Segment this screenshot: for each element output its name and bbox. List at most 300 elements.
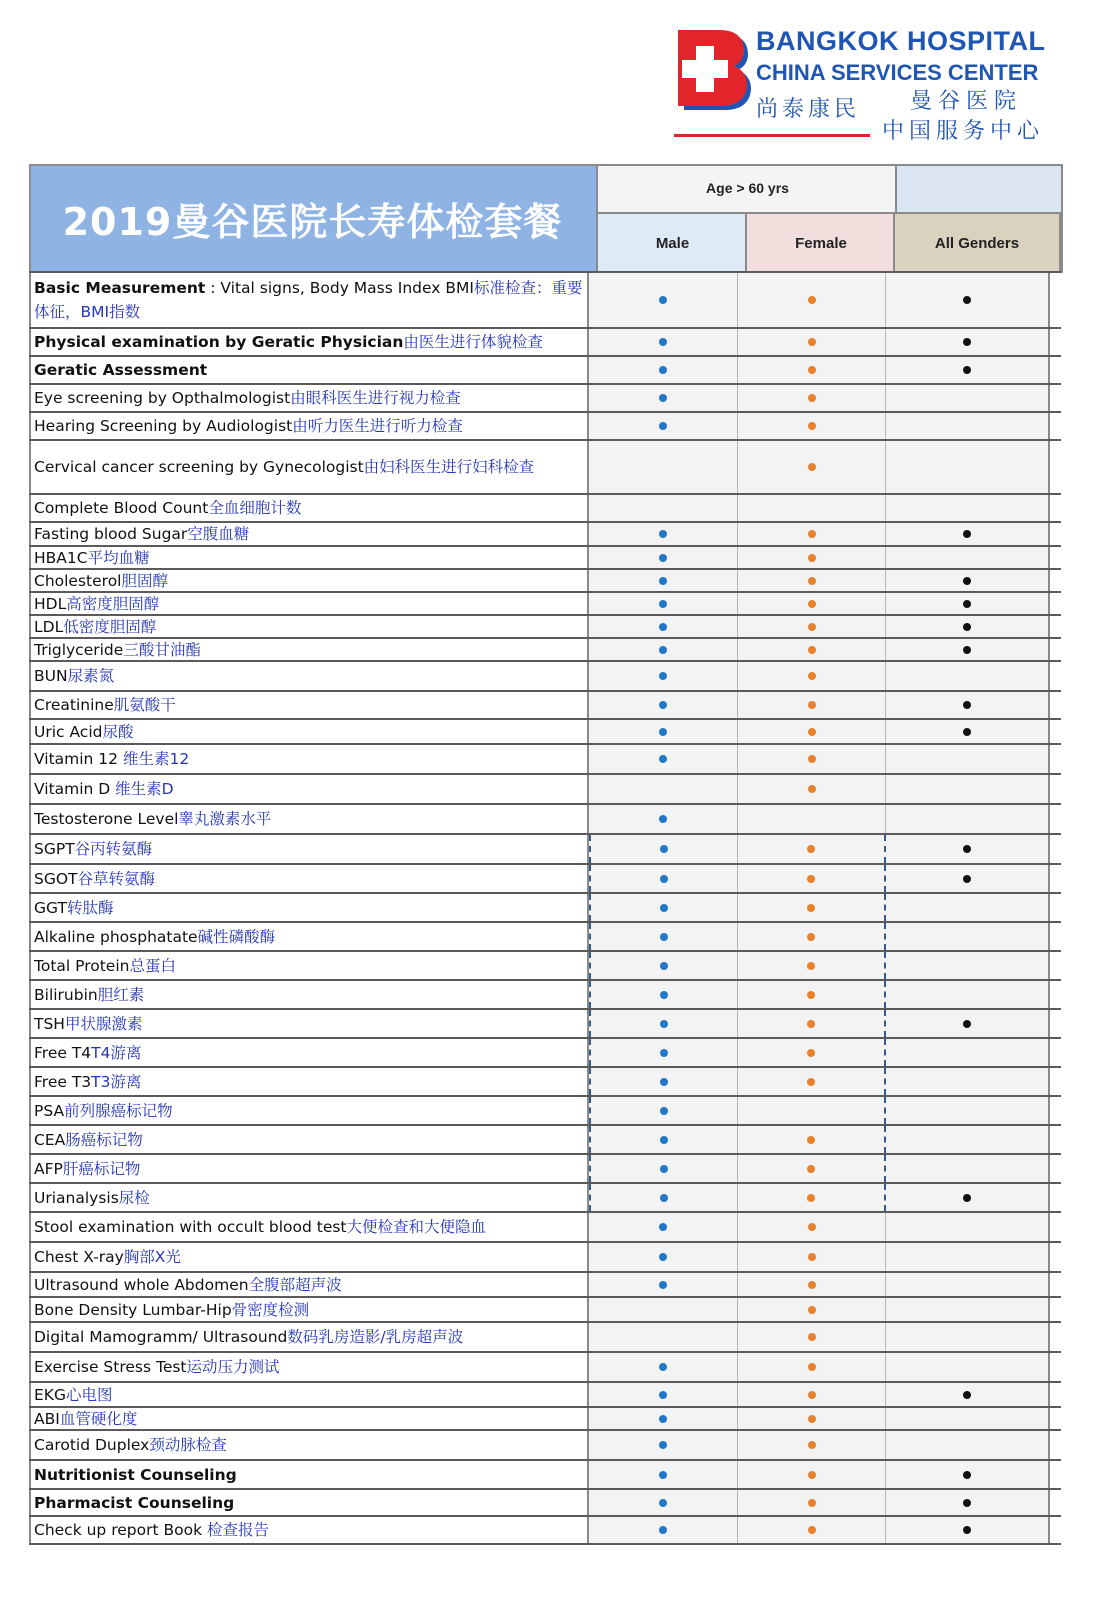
item-name-en: TSH [34, 1014, 65, 1033]
item-name-en: Free T3 [34, 1072, 92, 1091]
item-name-en: Carotid Duplex [34, 1436, 150, 1454]
male-included-dot-icon [659, 701, 667, 709]
female-included-dot-icon [808, 1281, 816, 1289]
female-included-dot-icon [807, 1194, 815, 1202]
all-genders-cell [886, 616, 1050, 637]
item-name-en: Bone Density Lumbar-Hip [34, 1300, 232, 1319]
female-included-dot-icon [808, 338, 816, 346]
female-cell [738, 1517, 886, 1543]
table-row [29, 523, 1061, 547]
item-name-cell [29, 1353, 589, 1381]
all-genders-cell [886, 952, 1050, 979]
item-name-cn: 心电图 [65, 1385, 113, 1404]
female-cell [738, 273, 886, 327]
male-cell [589, 835, 738, 863]
female-included-dot-icon [807, 1049, 815, 1057]
male-included-dot-icon [659, 1281, 667, 1289]
all-genders-cell [886, 981, 1050, 1008]
all-genders-cell [886, 273, 1050, 327]
all-genders-included-dot-icon [963, 600, 971, 608]
female-cell [738, 981, 886, 1008]
male-included-dot-icon [659, 1363, 667, 1371]
item-name-cn: 碱性磷酸酶 [197, 927, 276, 946]
table-row [29, 1273, 1061, 1298]
item-name-en: Geratic Assessment [34, 361, 208, 379]
male-included-dot-icon [660, 991, 668, 999]
male-included-dot-icon [659, 422, 667, 430]
all-genders-cell [886, 1155, 1050, 1182]
item-name-cell [29, 273, 589, 327]
female-cell [738, 523, 886, 545]
item-name-cell [29, 1097, 589, 1124]
all-genders-included-dot-icon [963, 366, 971, 374]
female-cell [738, 1353, 886, 1381]
male-cell [589, 385, 738, 411]
item-name-cell [29, 357, 589, 383]
all-genders-included-dot-icon [963, 1526, 971, 1534]
male-included-dot-icon [660, 933, 668, 941]
female-column-header: Female [745, 212, 895, 273]
female-included-dot-icon [808, 701, 816, 709]
female-cell [738, 1383, 886, 1406]
male-included-dot-icon [659, 600, 667, 608]
item-name-cn: 睾丸激素水平 [178, 810, 272, 828]
female-included-dot-icon [807, 845, 815, 853]
all-genders-included-dot-icon [963, 701, 971, 709]
male-included-dot-icon [659, 1223, 667, 1231]
item-name-cell [29, 441, 589, 493]
item-name-cell [29, 616, 589, 637]
all-genders-cell [886, 357, 1050, 383]
item-name-en: Nutritionist Counseling [34, 1465, 237, 1484]
all-genders-cell [886, 662, 1050, 690]
all-genders-cell [886, 775, 1050, 803]
item-name-en: Vitamin D [34, 780, 116, 798]
table-row [29, 835, 1061, 865]
female-cell [738, 1273, 886, 1296]
table-row [29, 1353, 1061, 1383]
all-genders-cell [886, 570, 1050, 591]
all-genders-cell [886, 894, 1050, 921]
table-row [29, 441, 1061, 495]
male-cell [589, 952, 738, 979]
item-name-cn: T3游离 [91, 1072, 142, 1091]
table-row [29, 1010, 1061, 1039]
female-cell [738, 1461, 886, 1488]
item-name-cn: 由眼科医生进行视力检查 [290, 389, 461, 407]
hospital-logo [674, 26, 1074, 146]
female-included-dot-icon [807, 1165, 815, 1173]
item-name-en: SGPT [34, 840, 75, 858]
item-name-cell [29, 775, 589, 803]
item-name-en: Creatinine [34, 696, 114, 714]
male-cell [589, 1068, 738, 1095]
female-cell [738, 1184, 886, 1211]
table-row [29, 1126, 1061, 1155]
item-name-en: CEA [34, 1130, 66, 1149]
female-included-dot-icon [808, 1526, 816, 1534]
item-name-en: PSA [34, 1101, 65, 1120]
female-cell [738, 357, 886, 383]
all-genders-included-dot-icon [963, 845, 971, 853]
female-included-dot-icon [808, 1391, 816, 1399]
female-included-dot-icon [808, 1363, 816, 1371]
male-cell [589, 1517, 738, 1543]
all-genders-cell [886, 329, 1050, 355]
male-cell [589, 329, 738, 355]
male-included-dot-icon [659, 554, 667, 562]
item-name-en: Testosterone Level [34, 810, 179, 828]
all-genders-included-dot-icon [963, 1499, 971, 1507]
table-row [29, 865, 1061, 894]
item-name-en: ABI [34, 1409, 60, 1428]
age-group-header: Age > 60 yrs [596, 164, 897, 212]
item-name-en: AFP [34, 1159, 63, 1178]
item-name-en: Cholesterol [34, 571, 122, 590]
female-included-dot-icon [808, 1415, 816, 1423]
item-name-cell [29, 720, 589, 743]
item-name-cell [29, 952, 589, 979]
all-genders-cell [886, 692, 1050, 718]
male-included-dot-icon [660, 962, 668, 970]
male-cell [589, 273, 738, 327]
item-name-cell [29, 593, 589, 614]
female-cell [738, 745, 886, 773]
all-genders-cell [886, 593, 1050, 614]
item-name-cn: 尿素氮 [67, 667, 115, 685]
item-name-cn: 空腹血糖 [187, 525, 250, 543]
female-cell [738, 1155, 886, 1182]
table-row [29, 923, 1061, 952]
female-cell [738, 1097, 886, 1124]
all-genders-included-dot-icon [963, 296, 971, 304]
all-genders-cell [886, 1517, 1050, 1543]
item-name-cn: 全腹部超声波 [248, 1275, 342, 1294]
item-name-en: HDL [34, 594, 67, 613]
item-name-cn: 由妇科医生进行妇科检查 [363, 458, 535, 476]
item-name-cn: 谷丙转氨酶 [74, 840, 153, 858]
item-name-en: Triglyceride [34, 640, 124, 659]
item-name-en: GGT [34, 898, 67, 917]
table-row [29, 894, 1061, 923]
item-name-cell [29, 745, 589, 773]
item-name-cell [29, 1431, 589, 1459]
female-included-dot-icon [808, 1306, 816, 1314]
item-name-cell [29, 547, 589, 568]
item-name-cn: 前列腺癌标记物 [64, 1101, 173, 1120]
item-name-cn: 甲状腺激素 [64, 1014, 143, 1033]
female-cell [738, 865, 886, 892]
male-included-dot-icon [659, 1441, 667, 1449]
item-name-en: LDL [34, 617, 64, 636]
item-name-en: Vitamin 12 [34, 750, 123, 768]
male-cell [589, 923, 738, 950]
all-genders-cell [886, 413, 1050, 439]
item-name-cn: 尿检 [118, 1188, 150, 1207]
table-row [29, 1068, 1061, 1097]
female-included-dot-icon [808, 623, 816, 631]
female-cell [738, 441, 886, 493]
female-included-dot-icon [808, 296, 816, 304]
item-name-cell [29, 1383, 589, 1406]
item-name-cn: 颈动脉检查 [149, 1436, 227, 1454]
item-name-cell [29, 329, 589, 355]
female-cell [738, 952, 886, 979]
female-included-dot-icon [808, 1499, 816, 1507]
item-name-cn: 平均血糖 [87, 548, 150, 567]
male-cell [589, 745, 738, 773]
all-genders-cell [886, 1184, 1050, 1211]
item-name-cell [29, 495, 589, 521]
item-name-cell [29, 1126, 589, 1153]
female-cell [738, 413, 886, 439]
item-name-en: Ultrasound whole Abdomen [34, 1275, 249, 1294]
item-name-en: Stool examination with occult blood test [34, 1218, 347, 1236]
all-genders-cell [886, 1126, 1050, 1153]
female-included-dot-icon [808, 646, 816, 654]
male-cell [589, 547, 738, 568]
all-genders-cell [886, 1298, 1050, 1321]
female-included-dot-icon [808, 530, 816, 538]
female-cell [738, 805, 886, 833]
item-name-en: Physical examination by Geratic Physician [34, 333, 404, 351]
table-row [29, 273, 1061, 329]
female-cell [738, 1068, 886, 1095]
table-row [29, 720, 1061, 745]
item-name-cell [29, 385, 589, 411]
table-row [29, 1323, 1061, 1353]
item-name-cell [29, 523, 589, 545]
male-included-dot-icon [659, 672, 667, 680]
item-name-en: Pharmacist Counseling [34, 1493, 235, 1512]
female-cell [738, 1126, 886, 1153]
female-cell [738, 593, 886, 614]
female-cell [738, 1323, 886, 1351]
male-cell [589, 1010, 738, 1037]
male-included-dot-icon [659, 1471, 667, 1479]
female-included-dot-icon [808, 577, 816, 585]
item-name-cn: 肝癌标记物 [62, 1159, 141, 1178]
all-genders-cell [886, 865, 1050, 892]
item-name-en: EKG [34, 1385, 66, 1404]
female-included-dot-icon [807, 1078, 815, 1086]
female-included-dot-icon [808, 672, 816, 680]
all-genders-cell [886, 1039, 1050, 1066]
male-cell [589, 1126, 738, 1153]
all-genders-included-dot-icon [963, 646, 971, 654]
female-cell [738, 923, 886, 950]
item-name-cell [29, 923, 589, 950]
item-name-cell [29, 894, 589, 921]
brand-subtitle-en: CHINA SERVICES CENTER [756, 60, 1039, 85]
item-name-cn: 大便检查和大便隐血 [346, 1218, 487, 1236]
table-row [29, 692, 1061, 720]
all-genders-cell [886, 1010, 1050, 1037]
all-genders-included-dot-icon [963, 530, 971, 538]
male-included-dot-icon [660, 1107, 668, 1115]
male-included-dot-icon [659, 394, 667, 402]
item-name-cn: 运动压力测试 [186, 1358, 280, 1376]
female-included-dot-icon [808, 1471, 816, 1479]
all-genders-cell [886, 1431, 1050, 1459]
table-row [29, 1490, 1061, 1517]
male-cell [589, 865, 738, 892]
item-name-cn: 肠癌标记物 [65, 1130, 143, 1149]
male-included-dot-icon [660, 1165, 668, 1173]
item-name-en: Basic Measurement [34, 279, 206, 297]
item-name-cn: 骨密度检测 [231, 1300, 310, 1319]
item-name-en: Eye screening by Opthalmologist [34, 389, 291, 407]
table-row [29, 1155, 1061, 1184]
female-cell [738, 495, 886, 521]
female-included-dot-icon [808, 728, 816, 736]
female-included-dot-icon [808, 600, 816, 608]
all-genders-cell [886, 1461, 1050, 1488]
female-cell [738, 1431, 886, 1459]
male-cell [589, 1353, 738, 1381]
all-genders-included-dot-icon [963, 1020, 971, 1028]
table-row [29, 1243, 1061, 1273]
item-name-en: Fasting blood Sugar [34, 525, 188, 543]
table-row [29, 1408, 1061, 1431]
female-cell [738, 1243, 886, 1271]
item-name-en: HBA1C [34, 548, 88, 567]
all-genders-included-dot-icon [963, 1471, 971, 1479]
item-name-cn: 维生素12 [122, 750, 190, 768]
item-name-cn: 胆固醇 [121, 571, 168, 590]
table-row [29, 1213, 1061, 1243]
male-included-dot-icon [659, 623, 667, 631]
item-name-en: Check up report Book [34, 1521, 207, 1539]
item-name-cn: 高密度胆固醇 [66, 594, 160, 613]
item-name-cell [29, 1461, 589, 1488]
table-row [29, 547, 1061, 570]
male-cell [589, 1155, 738, 1182]
item-name-cn: 转肽酶 [66, 898, 114, 917]
hospital-cross-logo-icon [674, 30, 752, 112]
male-included-dot-icon [660, 845, 668, 853]
item-name-cn: 由听力医生进行听力检查 [292, 417, 463, 435]
female-cell [738, 1298, 886, 1321]
male-cell [589, 523, 738, 545]
male-included-dot-icon [659, 1415, 667, 1423]
all-genders-cell [886, 1068, 1050, 1095]
item-name-cell [29, 1213, 589, 1241]
male-cell [589, 357, 738, 383]
all-genders-cell [886, 805, 1050, 833]
female-cell [738, 385, 886, 411]
male-cell [589, 1431, 738, 1459]
female-included-dot-icon [808, 422, 816, 430]
male-cell [589, 495, 738, 521]
item-name-cell [29, 570, 589, 591]
all-genders-cell [886, 835, 1050, 863]
male-included-dot-icon [659, 1499, 667, 1507]
checkup-items-table [29, 271, 1061, 1545]
item-name-cn: 数码乳房造影/乳房超声波 [287, 1328, 464, 1346]
item-name-cell [29, 1517, 589, 1543]
all-genders-cell [886, 385, 1050, 411]
male-cell [589, 1490, 738, 1515]
all-genders-column-header: All Genders [893, 212, 1061, 273]
all-genders-cell [886, 1323, 1050, 1351]
item-name-cell [29, 662, 589, 690]
female-cell [738, 547, 886, 568]
item-name-en: Cervical cancer screening by Gynecologist [34, 458, 364, 476]
female-included-dot-icon [807, 962, 815, 970]
male-included-dot-icon [659, 1253, 667, 1261]
item-name-en: Complete Blood Count [34, 499, 209, 517]
female-included-dot-icon [807, 933, 815, 941]
item-name-en: Total Protein [34, 956, 130, 975]
female-included-dot-icon [808, 1333, 816, 1341]
male-included-dot-icon [659, 1391, 667, 1399]
male-included-dot-icon [659, 1526, 667, 1534]
male-cell [589, 1273, 738, 1296]
age-group-blank-header [895, 164, 1063, 212]
item-name-cell [29, 1068, 589, 1095]
female-cell [738, 894, 886, 921]
male-cell [589, 1383, 738, 1406]
item-name-cn: 胸部X光 [123, 1248, 181, 1266]
item-name-en: Uric Acid [34, 722, 103, 741]
item-name-cn: 尿酸 [102, 722, 134, 741]
brand-name-cn: 曼谷医院 [910, 89, 1023, 114]
item-name-cell [29, 835, 589, 863]
female-cell [738, 1490, 886, 1515]
item-name-cn: 检查报告 [206, 1521, 269, 1539]
all-genders-cell [886, 720, 1050, 743]
table-row [29, 1383, 1061, 1408]
all-genders-included-dot-icon [963, 577, 971, 585]
item-name-en: SGOT [34, 869, 78, 888]
male-included-dot-icon [659, 815, 667, 823]
all-genders-cell [886, 923, 1050, 950]
male-cell [589, 981, 738, 1008]
item-name-en: Digital Mamogramm/ Ultrasound [34, 1328, 288, 1346]
male-cell [589, 720, 738, 743]
item-name-cn: 总蛋白 [129, 956, 176, 975]
table-row [29, 981, 1061, 1010]
item-name-en-detail: : Vital signs, Body Mass Index BMI [205, 279, 474, 297]
male-cell [589, 570, 738, 591]
all-genders-cell [886, 441, 1050, 493]
package-title: 2019曼谷医院长寿体检套餐 [62, 200, 563, 244]
table-row [29, 329, 1061, 357]
item-name-en: Exercise Stress Test [34, 1358, 187, 1376]
male-included-dot-icon [660, 875, 668, 883]
table-row [29, 1298, 1061, 1323]
item-name-cn: 胆红素 [97, 985, 145, 1004]
male-cell [589, 894, 738, 921]
all-genders-included-dot-icon [963, 338, 971, 346]
item-name-cn: 由医生进行体貌检查 [403, 333, 543, 351]
table-row [29, 745, 1061, 775]
item-name-cell [29, 805, 589, 833]
table-row [29, 616, 1061, 639]
item-name-cell [29, 981, 589, 1008]
table-row [29, 1039, 1061, 1068]
female-cell [738, 639, 886, 660]
item-name-cell [29, 1323, 589, 1351]
all-genders-cell [886, 1273, 1050, 1296]
item-name-cell [29, 1490, 589, 1515]
table-row [29, 357, 1061, 385]
table-row [29, 495, 1061, 523]
male-cell [589, 775, 738, 803]
all-genders-cell [886, 1408, 1050, 1429]
all-genders-cell [886, 495, 1050, 521]
